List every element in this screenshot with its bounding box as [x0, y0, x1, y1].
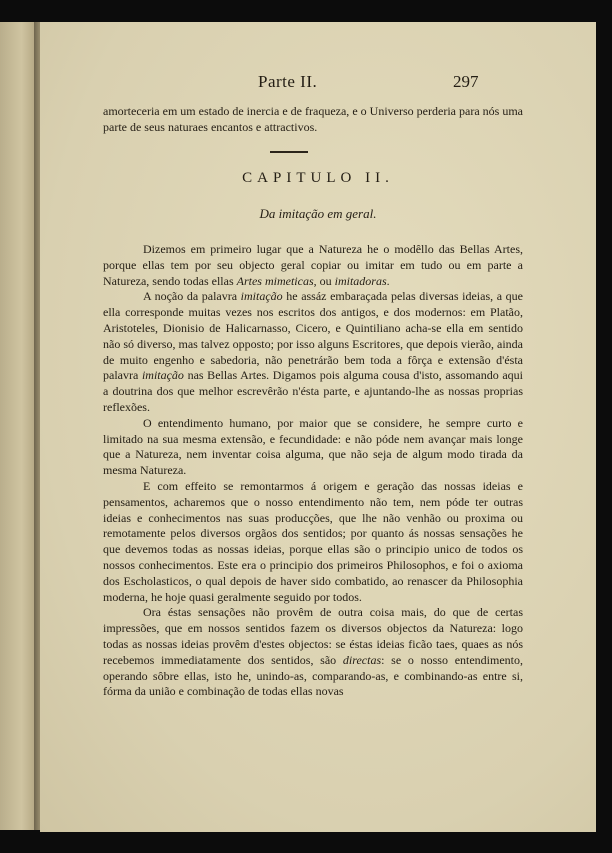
paragraph-5: Ora éstas sensações não provêm de outra coisa mais, do que de certas impressões, que em nossos sentidos fazem os diversos objectos da Natureza: logo todas as nossas ideias provêm d'estes objectos: se éstas ideias ficão taes, quaes as nós recebemos immediatamente dos sentidos, são directas: se o nosso entendimento, operando sôbre ellas, isto he, unindo-as, comparando-as, e combinando-as entre si, fórma da união e combinação de todas ellas novas: [103, 605, 524, 699]
chapter-title: CAPITULO II.: [242, 170, 394, 186]
page-header: [40, 72, 596, 98]
page-number: 297: [453, 72, 479, 91]
running-head: Parte II.: [258, 72, 318, 91]
paragraph-2: A noção da palavra imitação he assáz embaraçada pelas diversas ideias, a que ella corresponde muitas vezes nos escritos dos antigos, e dos modernos: em Platão, Aristoteles, Dionisio de Halicarnasso, Cicero, e Quintiliano acha-se ella em sentido não só diverso, mas talvez opposto; por isso alguns Escritores, que depois vierão, ainda de muito engenho e sabedoria, não penetrárão bem toda a fôrça e extensão d'ésta palavra imitação nas Bellas Artes. Digamos pois alguma cousa d'isto, assomando aqui a doutrina dos que melhor escrevêrão n'ésta parte, e ajuntando-lhe as nossas proprias reflexões.: [103, 289, 523, 414]
book-page: [40, 22, 596, 832]
paragraph-1: Dizemos em primeiro lugar que a Natureza he o modêllo das Bellas Artes, porque ellas tem por seu objecto geral copiar ou imitar em tudo ou em parte a Natureza, sendo todas ellas Artes mimeticas, ou imitadoras.: [103, 242, 523, 288]
paragraph-4: E com effeito se remontarmos á origem e geração das nossas ideias e pensamentos, acharemos que o nosso entendimento não tem, nem póde ter outras ideias e conhecimentos nas suas producções, que lhe não venhão ou proxima ou remotamente pelos diversos orgãos dos sentidos; por quanto ás nossas sensações he que devemos todas as nossas ideias, porque ellas são o principio unico de todos os nossos conhecimentos. Este era o principio dos primeiros Philosophos, e foi o axioma dos Escholasticos, o qual depois de haver sido combatido, ao renascer da Philosophia moderna, he hoje quasi geralmente seguido por todos.: [103, 478, 523, 604]
continuation-paragraph: [103, 104, 523, 136]
continuation-text: amorteceria em um estado de inercia e de fraqueza, e o Universo perderia para nós uma parte de seus naturaes encantos e attractivos.: [103, 104, 523, 134]
chapter-subtitle: Da imitação em geral.: [259, 206, 377, 221]
section-divider-rule: [270, 151, 308, 153]
chapter-body: [103, 242, 523, 700]
facing-page-edge: [0, 22, 36, 830]
paragraph-3: O entendimento humano, por maior que se considere, he sempre curto e limitado na sua mesma extensão, e fecundidade: e não póde nem avançar mais longe que a Natureza, nem inventar coisa alguma, que não seja de algum modo tirada da mesma Natureza.: [103, 415, 523, 478]
